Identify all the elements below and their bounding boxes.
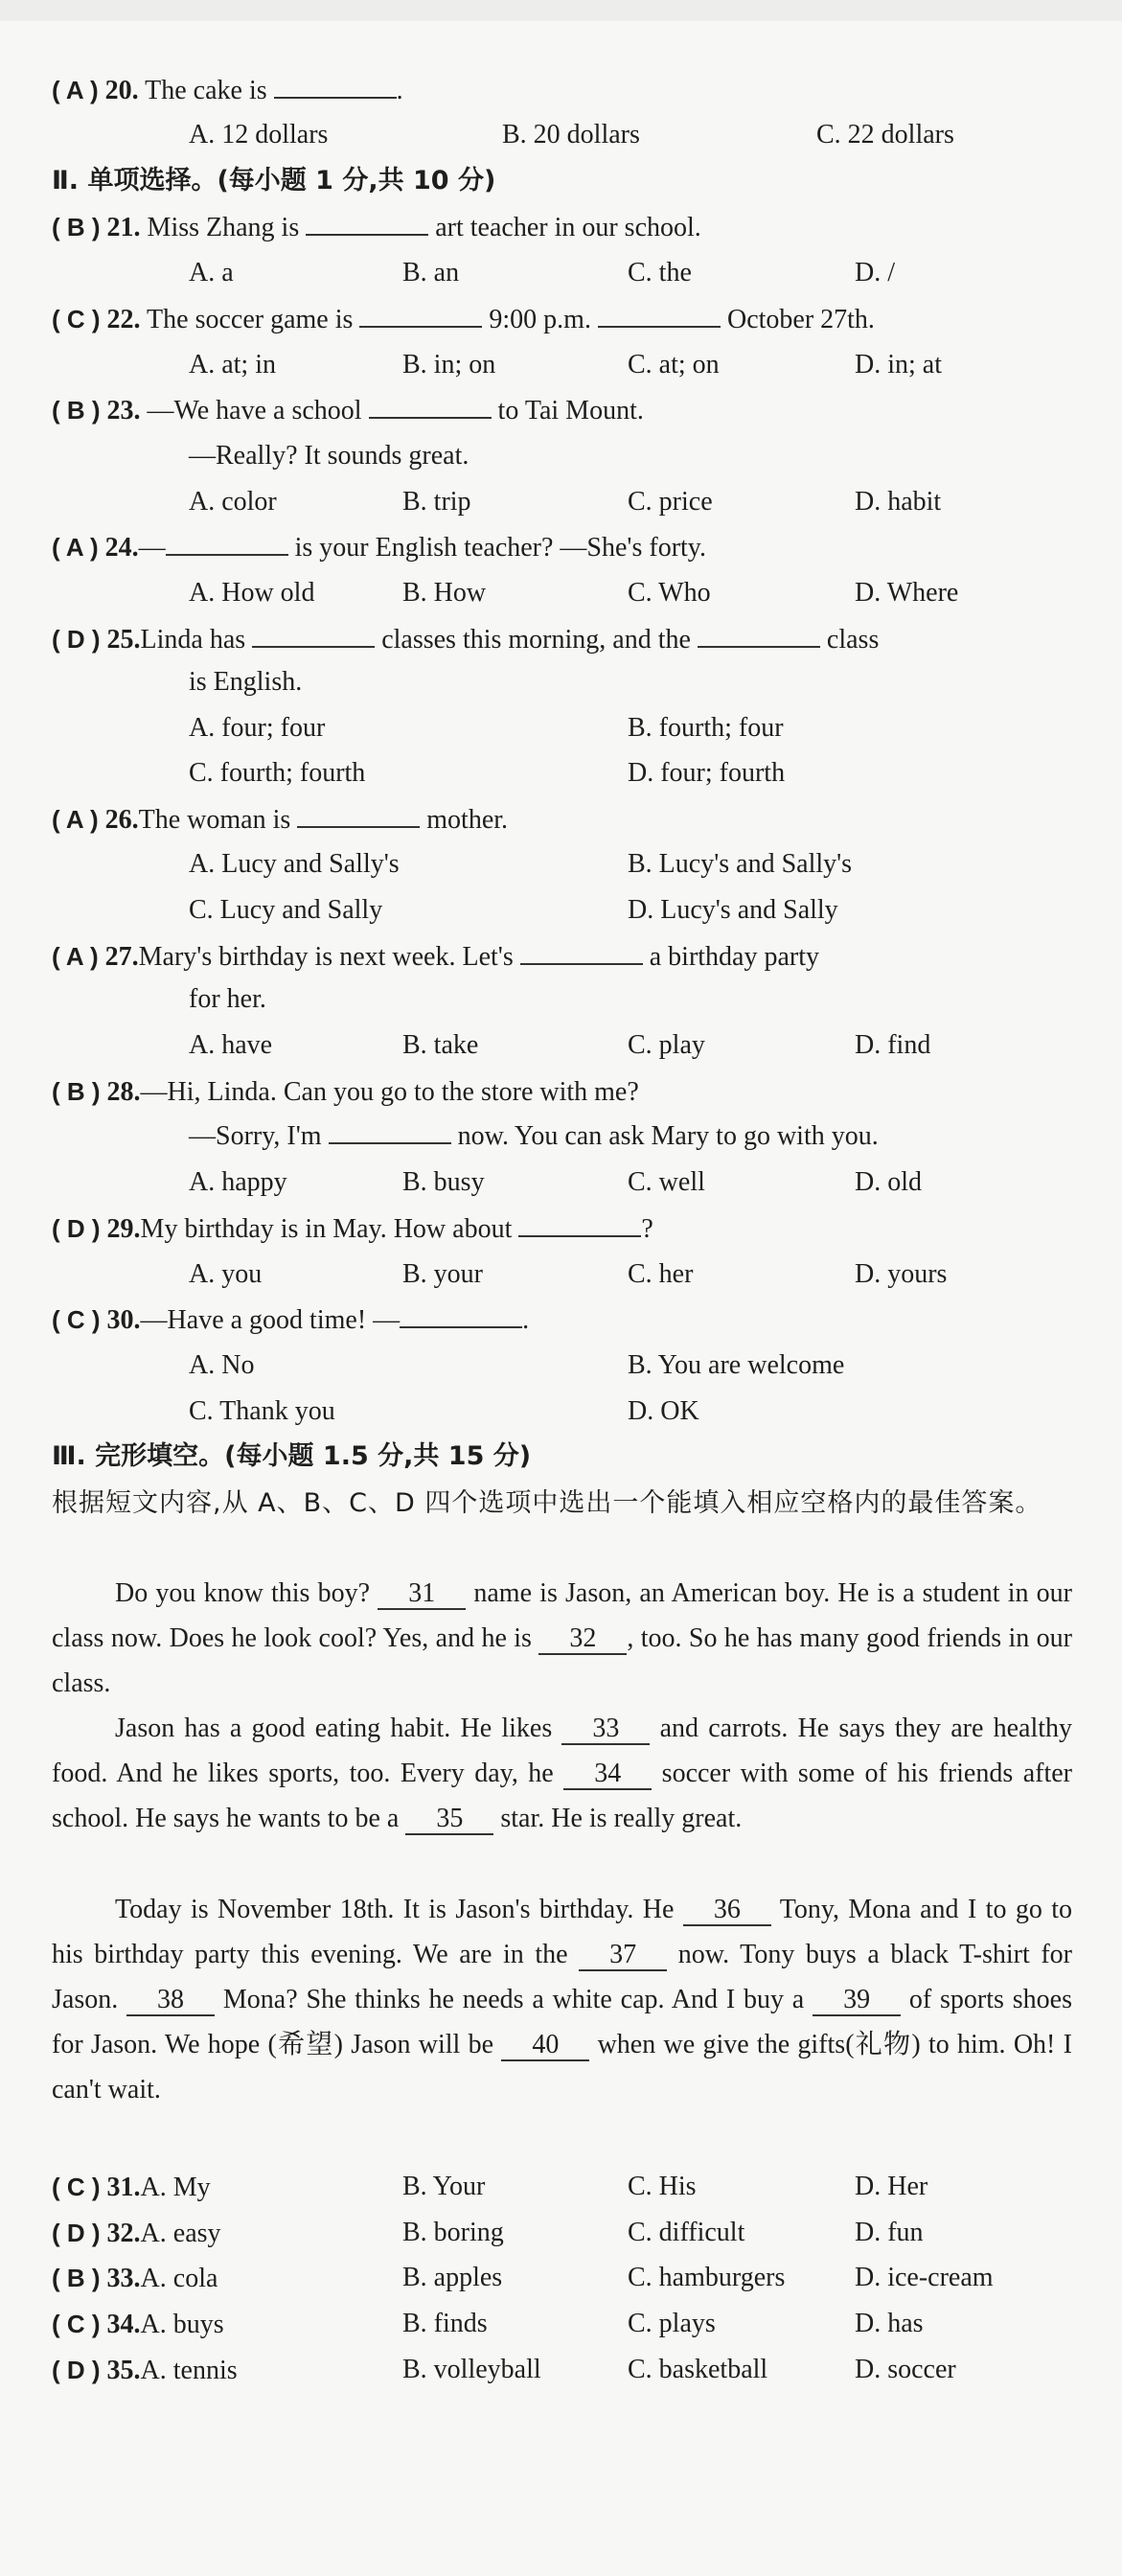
text: now. Tony buys a black T-shirt for Jason. (52, 1940, 1072, 2014)
option: C. His (628, 2172, 697, 2201)
question-25 (52, 616, 1072, 662)
option: B. apples (402, 2263, 503, 2292)
cloze-question-35 (52, 2347, 238, 2393)
option: B. finds (402, 2309, 488, 2338)
blank (400, 1303, 522, 1328)
option: C. her (628, 1259, 694, 1289)
option: D. / (855, 258, 895, 288)
option: A. tennis (140, 2356, 238, 2385)
option: B. 20 dollars (502, 120, 640, 150)
option: C. Thank you (189, 1396, 335, 1426)
answer: ( A ) (52, 533, 99, 562)
blank (297, 803, 420, 828)
text: name is Jason, an American boy. He is a student in our class now. Does he look cool? Yes, and he is (52, 1578, 1072, 1653)
answer: ( B ) (52, 396, 101, 425)
option: D. Lucy's and Sally (628, 895, 838, 925)
answer: ( C ) (52, 2173, 101, 2201)
option: B. fourth; four (628, 713, 784, 743)
answer: ( A ) (52, 942, 99, 971)
text: Mona? She thinks he needs a white cap. And I buy a (215, 1985, 813, 2014)
option: D. find (855, 1030, 931, 1060)
answer: ( A ) (52, 76, 99, 104)
question-number: 21. (106, 213, 141, 242)
answer: ( A ) (52, 805, 99, 834)
question-27 (52, 933, 819, 979)
text: Do you know this boy? (115, 1578, 378, 1608)
question-22 (52, 296, 875, 342)
question-21 (52, 204, 701, 250)
option: D. old (855, 1167, 922, 1197)
stem-text: to Tai Mount. (497, 396, 644, 426)
text: Today is November 18th. It is Jason's birthday. He (115, 1895, 683, 1924)
question-number: 20. (104, 76, 139, 105)
passage-paragraph-3 (52, 1887, 1072, 2112)
stem-text: —We have a school (147, 396, 362, 426)
stem-text: —Hi, Linda. Can you go to the store with me? (140, 1077, 639, 1107)
stem-text: 9:00 p.m. (489, 305, 591, 334)
answer: ( D ) (52, 1214, 101, 1243)
stem-line: —Really? It sounds great. (189, 441, 469, 471)
option: C. 22 dollars (816, 120, 954, 150)
question-23 (52, 387, 644, 433)
option: B. How (402, 578, 487, 608)
option: B. your (402, 1259, 483, 1289)
question-26 (52, 796, 508, 842)
option: A. at; in (189, 350, 276, 380)
option: C. basketball (628, 2355, 768, 2384)
option: D. has (855, 2309, 924, 2338)
option: B. boring (402, 2218, 504, 2247)
question-29 (52, 1206, 653, 1252)
option: D. four; fourth (628, 758, 786, 788)
passage-paragraph-2 (52, 1706, 1072, 1841)
blank-number: 38 (126, 1986, 215, 2016)
stem-text: Miss Zhang is (147, 213, 300, 242)
option: C. Who (628, 578, 711, 608)
question-number: 25. (106, 625, 141, 655)
blank (306, 211, 428, 236)
stem-text: now. You can ask Mary to go with you. (457, 1121, 879, 1151)
blank-number: 31 (378, 1579, 466, 1610)
blank-number: 35 (405, 1805, 493, 1835)
option: D. yours (855, 1259, 948, 1289)
stem-text: class (826, 625, 880, 655)
blank (359, 303, 482, 328)
answer: ( B ) (52, 213, 101, 242)
option: B. in; on (402, 350, 496, 380)
stem-text: October 27th. (726, 305, 875, 334)
option: A. have (189, 1030, 273, 1060)
answer: ( B ) (52, 2264, 101, 2292)
blank (329, 1119, 451, 1144)
option: B. Lucy's and Sally's (628, 849, 853, 879)
blank-number: 33 (561, 1714, 650, 1745)
stem-text: The soccer game is (147, 305, 354, 334)
question-30 (52, 1297, 529, 1343)
question-number: 23. (106, 396, 141, 426)
question-number: 32. (106, 2219, 141, 2248)
stem-text: —Sorry, I'm (189, 1121, 322, 1151)
question-24 (52, 524, 706, 570)
blank (520, 940, 643, 965)
answer: ( C ) (52, 1305, 101, 1334)
option: D. OK (628, 1396, 699, 1426)
question-number: 29. (106, 1214, 141, 1244)
option: D. ice-cream (855, 2263, 994, 2292)
section-title: Ⅲ. 完形填空。(每小题 1.5 分,共 15 分) (52, 1441, 532, 1471)
option: C. difficult (628, 2218, 745, 2247)
option: B. Your (402, 2172, 486, 2201)
option: A. buys (140, 2310, 224, 2339)
answer: ( D ) (52, 625, 101, 654)
question-20 (52, 67, 403, 113)
option: D. in; at (855, 350, 942, 380)
option: C. the (628, 258, 692, 288)
blank-number: 39 (813, 1986, 901, 2016)
answer: ( D ) (52, 2356, 101, 2384)
question-28 (52, 1069, 639, 1115)
option: B. trip (402, 487, 471, 517)
text: star. He is really great. (493, 1804, 743, 1833)
text: of sports shoes for Jason. We hope (希望) Jason will be (52, 1985, 1072, 2059)
option: A. Lucy and Sally's (189, 849, 400, 879)
blank (598, 303, 721, 328)
option: A. four; four (189, 713, 326, 743)
stem-line (189, 1114, 879, 1160)
option: D. soccer (855, 2355, 956, 2384)
option: A. No (189, 1350, 255, 1380)
stem-text: —Have a good time! — (140, 1305, 401, 1335)
text: soccer with some of his friends after school. He says he wants to be a (52, 1759, 1072, 1833)
instruction: 根据短文内容,从 A、B、C、D 四个选项中选出一个能填入相应空格内的最佳答案。 (52, 1488, 1042, 1518)
stem-text: classes this morning, and the (381, 625, 691, 655)
option: D. fun (855, 2218, 924, 2247)
option: B. take (402, 1030, 479, 1060)
option: A. My (140, 2173, 211, 2202)
blank (252, 623, 375, 648)
stem-text: a birthday party (649, 942, 820, 972)
stem-text: Linda has (140, 625, 246, 655)
answer: ( C ) (52, 305, 101, 334)
stem-text: My birthday is in May. How about (140, 1214, 513, 1244)
stem-text: ? (641, 1214, 653, 1244)
option: C. plays (628, 2309, 716, 2338)
question-number: 31. (106, 2173, 141, 2202)
option: C. hamburgers (628, 2263, 786, 2292)
blank-number: 40 (501, 2031, 589, 2061)
question-number: 35. (106, 2356, 141, 2385)
option: A. you (189, 1259, 263, 1289)
question-number: 28. (106, 1077, 141, 1107)
option: A. color (189, 487, 277, 517)
option: A. a (189, 258, 234, 288)
option: B. an (402, 258, 460, 288)
blank-number: 37 (579, 1941, 667, 1971)
stem-text: The cake is (145, 76, 267, 105)
blank (166, 531, 288, 556)
text: Jason has a good eating habit. He likes (115, 1714, 562, 1743)
blank (369, 394, 492, 419)
option: D. Her (855, 2172, 928, 2201)
option: C. at; on (628, 350, 720, 380)
option: A. 12 dollars (189, 120, 329, 150)
cloze-question-31 (52, 2164, 211, 2210)
question-number: 26. (104, 805, 139, 835)
blank (698, 623, 820, 648)
option: B. busy (402, 1167, 485, 1197)
question-number: 34. (106, 2310, 141, 2339)
cloze-question-33 (52, 2255, 218, 2301)
question-number: 24. (104, 533, 139, 563)
option: B. volleyball (402, 2355, 541, 2384)
option: A. happy (189, 1167, 287, 1197)
question-number: 33. (106, 2264, 141, 2293)
stem-text: mother. (426, 805, 509, 835)
answer: ( B ) (52, 1077, 101, 1106)
option: A. cola (140, 2264, 218, 2293)
blank-number: 36 (683, 1896, 771, 1926)
stem-text: . (522, 1305, 530, 1335)
option: D. Where (855, 578, 959, 608)
option: C. well (628, 1167, 705, 1197)
option: C. fourth; fourth (189, 758, 366, 788)
option: C. price (628, 487, 713, 517)
question-number: 30. (106, 1305, 141, 1335)
text: Tony, Mona and I to go to his birthday party this evening. We are in the (52, 1895, 1072, 1969)
stem-line: for her. (189, 984, 266, 1014)
stem-text: art teacher in our school. (435, 213, 701, 242)
text: when we give the gifts(礼物) to him. Oh! I can't wait. (52, 2030, 1072, 2104)
option: B. You are welcome (628, 1350, 845, 1380)
cloze-question-32 (52, 2210, 221, 2256)
text: and carrots. He says they are healthy food. And he likes sports, too. Every day, he (52, 1714, 1072, 1788)
section-title: Ⅱ. 单项选择。(每小题 1 分,共 10 分) (52, 166, 496, 196)
answer: ( D ) (52, 2219, 101, 2247)
stem-line: is English. (189, 667, 303, 697)
stem-text: — (138, 533, 166, 563)
cloze-question-34 (52, 2301, 224, 2347)
question-number: 22. (106, 305, 141, 334)
stem-text: . (396, 76, 403, 105)
option: C. play (628, 1030, 705, 1060)
stem-text: is your English teacher? —She's forty. (294, 533, 706, 563)
blank (274, 74, 397, 99)
stem-text: Mary's birthday is next week. Let's (138, 942, 514, 972)
blank-number: 32 (538, 1624, 627, 1655)
question-number: 27. (104, 942, 139, 972)
option: D. habit (855, 487, 942, 517)
option: A. easy (140, 2219, 221, 2248)
text: , too. So he has many good friends in our class. (52, 1623, 1073, 1698)
option: C. Lucy and Sally (189, 895, 383, 925)
stem-text: The woman is (138, 805, 291, 835)
passage-paragraph-1 (52, 1571, 1072, 1706)
option: A. How old (189, 578, 315, 608)
blank-number: 34 (563, 1760, 652, 1790)
blank (518, 1212, 641, 1237)
answer: ( C ) (52, 2310, 101, 2338)
